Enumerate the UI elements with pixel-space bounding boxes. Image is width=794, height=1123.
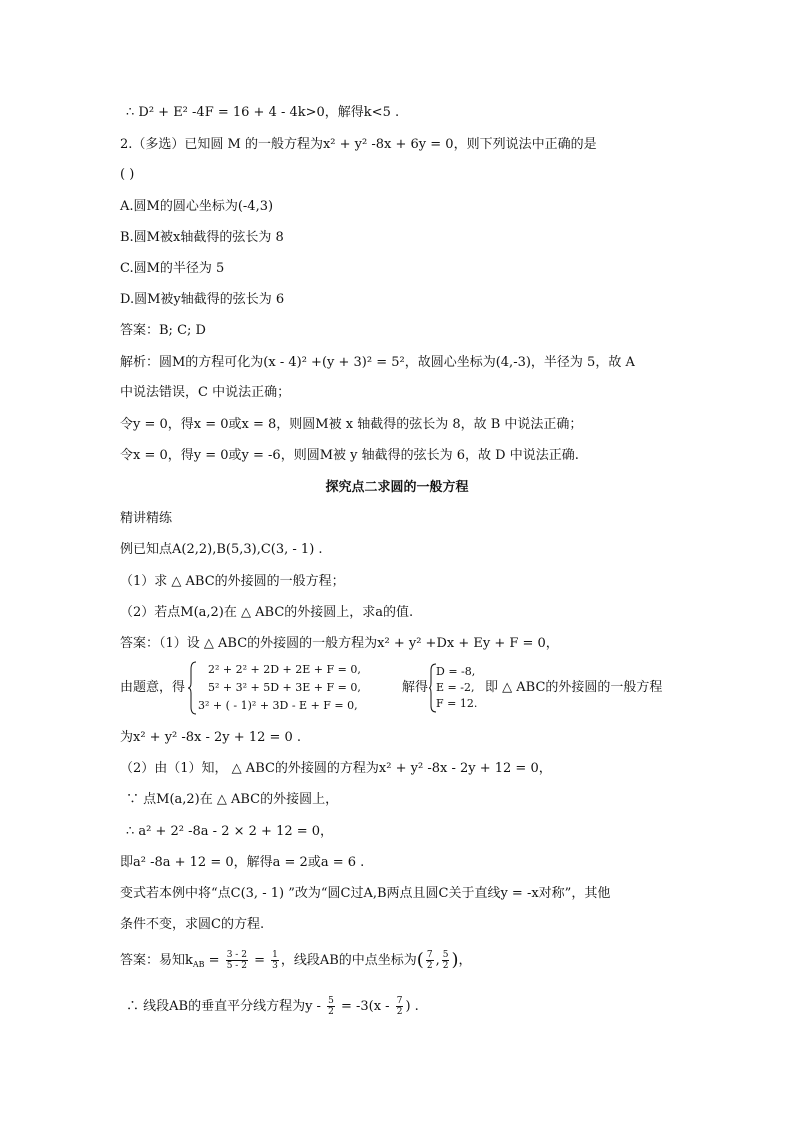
fraction-denominator: 3: [272, 961, 278, 971]
fraction-denominator: 2: [328, 1007, 334, 1017]
solution-f: F = 12.: [436, 697, 478, 710]
variant-line-1: 变式若本例中将“点C(3, - 1) ”改为“圆C过A,B两点且圆C关于直线y = -x对称”，其他: [120, 886, 611, 901]
fraction-slope-value: [271, 950, 279, 971]
fraction-numerator: 1: [272, 950, 278, 960]
fraction-numerator: 3 - 2: [226, 950, 247, 960]
answer-part-2-because: ∵ 点M(a,2)在 △ ABC的外接圆上，: [126, 792, 339, 807]
example-part-1: （1）求 △ ABC的外接圆的一般方程；: [120, 574, 345, 589]
system-solve-label: 解得: [402, 680, 429, 695]
solution-d: D = -8,: [436, 665, 476, 678]
option-b: B.圆M被x轴截得的弦长为 8: [120, 230, 284, 245]
variant-answer: 答案：易知$k_{AB}$ = $\frac{3 - 2}{5 - 2}$ = $\frac{1}{3}$ ，线段AB的中点坐标为( $\frac{7}{2}$ , $\frac{5}{2}$ )，: [120, 949, 472, 971]
subheading: 精讲精练: [120, 511, 173, 526]
answer-part-2-therefore: ∴ a² + 2² -8a - 2 × 2 + 12 = 0，: [126, 824, 334, 839]
fraction-midpoint-y: [442, 950, 450, 971]
bisector-equation: [126, 996, 419, 1017]
example-statement: 例已知点A(2,2),B(5,3),C(3, - 1) .: [120, 542, 323, 557]
fraction-denominator: 2: [442, 961, 449, 971]
fraction-midpoint-x: [426, 950, 434, 971]
solution-e: E = -2,: [436, 681, 475, 694]
fraction-five-halves: [327, 996, 335, 1017]
system-prefix: 由题意，得: [120, 680, 186, 695]
answer-part-2-result: 即a² -8a + 12 = 0，解得a = 2或a = 6 .: [120, 855, 365, 870]
fraction-numerator: 5: [328, 996, 334, 1006]
fraction-denominator: 2: [396, 1007, 403, 1017]
bisector-text: ∴ 线段AB的垂直平分线方程为y -: [126, 999, 326, 1014]
section-title: 探究点二求圆的一般方程: [325, 480, 469, 495]
analysis-line-4: 令x = 0，得y = 0或y = -6，则圆M被 y 轴截得的弦长为 6，故 D 中说法正确.: [120, 448, 579, 463]
analysis-line-1: 解析：圆M的方程可化为(x - 4)² +(y + 3)² = 5²，故圆心坐标为(4,-3)，半径为 5，故 A: [120, 355, 635, 370]
option-a: A.圆M的圆心坐标为(-4,3): [120, 199, 274, 214]
option-d: D.圆M被y轴截得的弦长为 6: [120, 292, 285, 307]
line-discriminant: ∴ D² + E² -4F = 16 + 4 - 4k>0，解得k<5 .: [126, 105, 400, 120]
bisector-text-mid: = -3(x -: [336, 999, 394, 1014]
bisector-text-end: ) .: [405, 999, 419, 1014]
system-suffix: 即 △ ABC的外接圆的一般方程: [485, 680, 663, 695]
analysis-line-3: 令y = 0，得x = 0或x = 8，则圆M被 x 轴截得的弦长为 8，故 B 中说法正确；: [120, 417, 583, 432]
left-brace-icon: [188, 661, 198, 715]
answer-part-2: （2）由（1）知， △ ABC的外接圆的方程为x² + y² -8x - 2y + 12 = 0，: [120, 761, 552, 776]
equals: =: [204, 953, 224, 968]
system-eq-2: 5² + 3² + 5D + 3E + F = 0,: [208, 681, 361, 694]
variant-line-2: 条件不变，求圆C的方程.: [120, 917, 265, 932]
system-eq-3: 3² + ( - 1)² + 3D - E + F = 0,: [198, 699, 358, 712]
fraction-numerator: 7: [426, 950, 433, 960]
fraction-denominator: 5 - 2: [226, 961, 247, 971]
analysis-line-2: 中说法错误，C 中说法正确；: [120, 385, 291, 400]
example-part-2: （2）若点M(a,2)在 △ ABC的外接圆上，求a的值.: [120, 605, 414, 620]
fraction-numerator: 7: [396, 996, 403, 1006]
answer-part-1: 答案：（1）设 △ ABC的外接圆的一般方程为x² + y² +Dx + Ey + F = 0，: [120, 636, 559, 651]
question-2-blank: ( ): [120, 167, 135, 182]
fraction-slope: [226, 950, 248, 971]
slope-subscript: AB: [192, 960, 205, 969]
midpoint-text: ，线段AB的中点坐标为: [280, 953, 417, 968]
fraction-numerator: 5: [442, 950, 449, 960]
question-2: 2.（多选）已知圆 M 的一般方程为x² + y² -8x + 6y = 0，则下列说法中正确的是: [120, 137, 597, 152]
system-eq-1: 2² + 2² + 2D + 2E + F = 0,: [208, 663, 361, 676]
comma: ，: [458, 953, 472, 968]
answer-2: 答案：B; C; D: [120, 323, 206, 338]
fraction-seven-halves: [396, 996, 404, 1017]
equals: =: [249, 953, 270, 968]
variant-answer-text: 答案：易知k: [120, 953, 193, 968]
fraction-denominator: 2: [426, 961, 433, 971]
answer-part-1-cont: 为x² + y² -8x - 2y + 12 = 0 .: [120, 730, 302, 745]
option-c: C.圆M的半径为 5: [120, 261, 225, 276]
